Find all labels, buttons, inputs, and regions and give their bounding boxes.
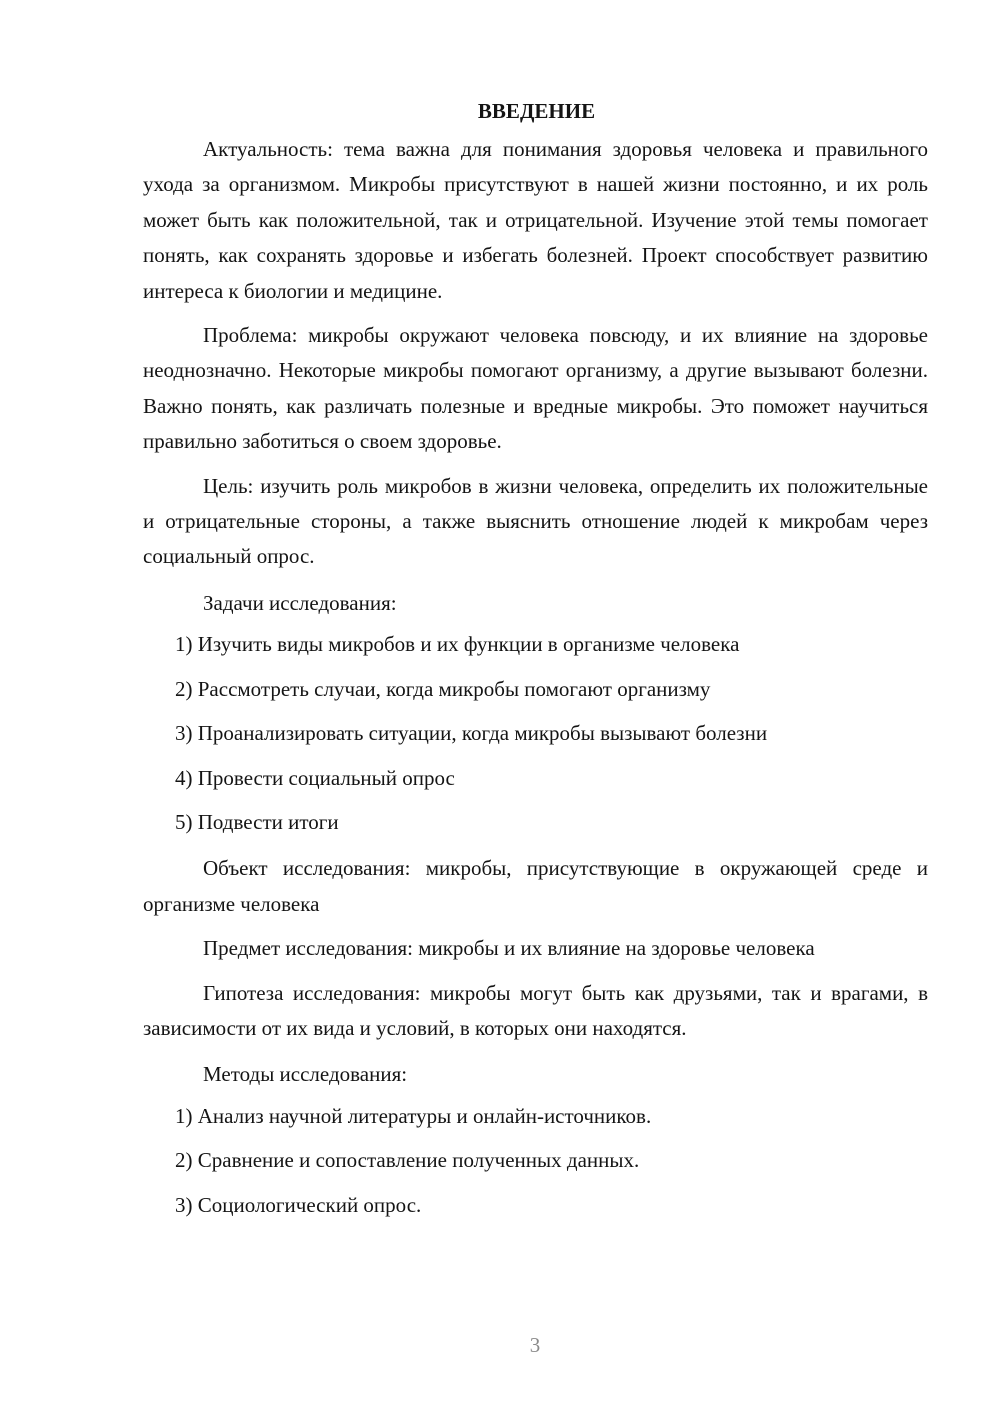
list-item-method: 1) Анализ научной литературы и онлайн-источников. [175,1103,652,1128]
paragraph-object: Объект исследования: микробы, присутствующие в окружающей среде и организме человека [143,856,928,916]
methods-heading: Методы исследования: [203,1062,408,1087]
list-item-task: 2) Рассмотреть случаи, когда микробы помогают организму [175,676,711,701]
paragraph-goal: Цель: изучить роль микробов в жизни человека, определить их положительные и отрицательные стороны, а также выяснить отношение людей к микробам через социальный опрос. [143,473,928,569]
list-item-task: 4) Провести социальный опрос [175,765,455,790]
list-item-task: 5) Подвести итоги [175,809,339,834]
list-item-method: 3) Социологический опрос. [175,1192,422,1217]
list-item-task: 1) Изучить виды микробов и их функции в организме человека [175,632,740,657]
paragraph-problem: Проблема: микробы окружают человека повсюду, и их влияние на здоровье неоднозначно. Некоторые микробы помогают организму, а другие вызывают болезни. Важно понять, как различать полезные и вредные микробы. Это поможет научиться правильно заботиться о своем здоровье. [143,323,928,454]
section-title: ВВЕДЕНИЕ [477,99,596,123]
paragraph-relevance: Актуальность: тема важна для понимания здоровья человека и правильного ухода за организмом. Микробы присутствуют в нашей жизни постоянно, и их роль может быть как положительной, так и отрицательной. Изучение этой темы помогает понять, как сохранять здоровье и избегать болезней. Проект способствует развитию интереса к биологии и медицине. [143,137,928,303]
document-page [143,96,928,1223]
tasks-heading: Задачи исследования: [203,590,397,615]
list-item-task: 3) Проанализировать ситуации, когда микробы вызывают болезни [175,721,768,746]
paragraph-subject: Предмет исследования: микробы и их влияние на здоровье человека [203,936,815,961]
list-item-method: 2) Сравнение и сопоставление полученных данных. [175,1148,640,1173]
paragraph-hypothesis: Гипотеза исследования: микробы могут быть как друзьями, так и врагами, в зависимости от их вида и условий, в которых они находятся. [143,980,928,1040]
page-number: 3 [529,1333,541,1357]
